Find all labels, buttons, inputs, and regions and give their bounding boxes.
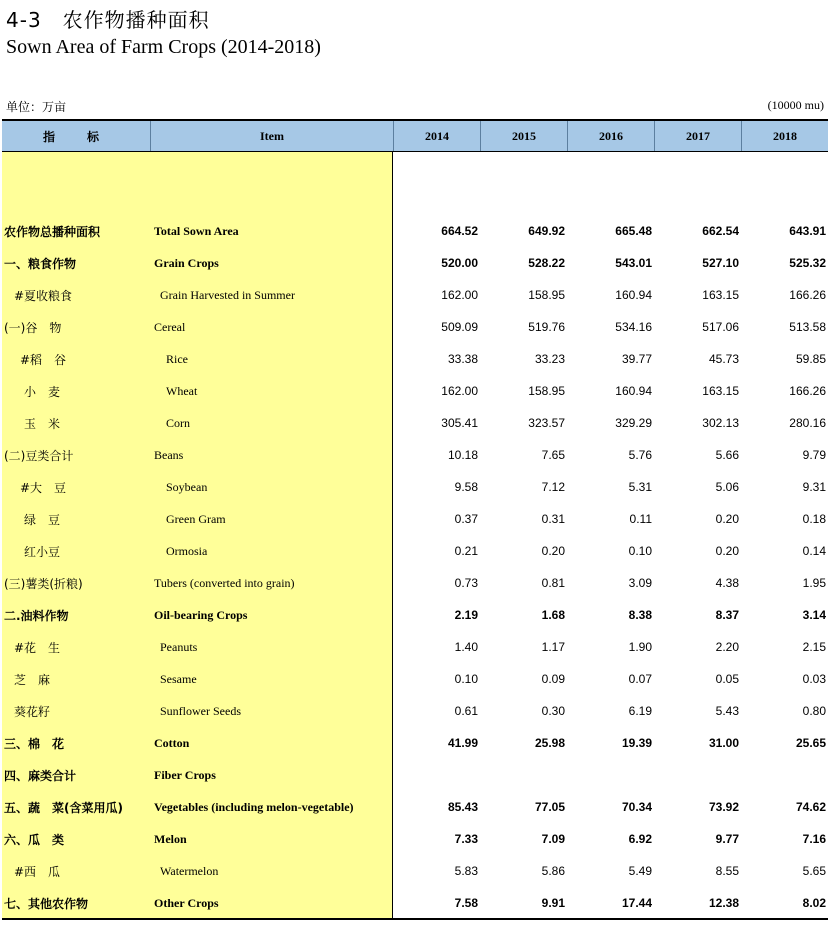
row-label-english: Vegetables (including melon-vegetable) — [154, 799, 354, 814]
row-label-english: Peanuts — [160, 639, 198, 654]
row-label-chinese: #花 生 — [14, 640, 61, 655]
row-label-chinese: 一、粮食作物 — [4, 256, 77, 271]
row-label-english: Other Crops — [154, 895, 219, 910]
table-row — [2, 252, 828, 274]
row-label-chinese: (三)薯类(折粮) — [4, 576, 83, 591]
row-label-english: Grain Harvested in Summer — [160, 287, 295, 302]
cell-value: 7.16 — [802, 832, 826, 846]
cell-value: 649.92 — [528, 224, 565, 238]
cell-value: 9.91 — [541, 896, 565, 910]
row-label-chinese: 小 麦 — [24, 384, 61, 399]
cell-value: 5.86 — [541, 864, 565, 878]
row-label-english: Soybean — [166, 479, 208, 494]
cell-value: 17.44 — [621, 896, 652, 910]
cell-value: 7.33 — [454, 832, 478, 846]
cell-value: 665.48 — [615, 224, 652, 238]
row-label-english: Sunflower Seeds — [160, 703, 241, 718]
cell-value: 25.65 — [795, 736, 826, 750]
row-label-chinese: 二.油料作物 — [4, 608, 69, 623]
cell-value: 5.49 — [628, 864, 652, 878]
cell-value: 534.16 — [615, 320, 652, 334]
cell-value: 0.11 — [629, 512, 652, 526]
row-label-english: Melon — [154, 831, 187, 846]
cell-value: 74.62 — [795, 800, 826, 814]
page-title-chinese: 4-3 农作物播种面积 — [6, 8, 210, 32]
cell-value: 1.90 — [628, 640, 652, 654]
cell-value: 33.23 — [534, 352, 565, 366]
table-row — [2, 508, 828, 530]
cell-value: 329.29 — [615, 416, 652, 430]
row-label-english: Corn — [166, 415, 190, 430]
cell-value: 166.26 — [789, 288, 826, 302]
table-row — [2, 700, 828, 722]
unit-label-english: (10000 mu) — [767, 98, 824, 112]
table-row — [2, 796, 828, 818]
cell-value: 2.20 — [715, 640, 739, 654]
cell-value: 158.95 — [528, 288, 565, 302]
header-item: Item — [151, 121, 394, 151]
table-row — [2, 316, 828, 338]
table-row — [2, 764, 828, 786]
cell-value: 0.10 — [628, 544, 652, 558]
cell-value: 166.26 — [789, 384, 826, 398]
row-label-chinese: 四、麻类合计 — [4, 768, 77, 783]
cell-value: 543.01 — [615, 256, 652, 270]
cell-value: 25.98 — [534, 736, 565, 750]
cell-value: 0.61 — [454, 704, 478, 718]
row-label-english: Wheat — [166, 383, 198, 398]
table-row — [2, 220, 828, 242]
cell-value: 527.10 — [702, 256, 739, 270]
cell-value: 162.00 — [441, 288, 478, 302]
table-row — [2, 732, 828, 754]
table-row — [2, 604, 828, 626]
cell-value: 305.41 — [441, 416, 478, 430]
header-year: 2016 — [568, 121, 655, 151]
row-label-english: Green Gram — [166, 511, 226, 526]
cell-value: 9.77 — [715, 832, 739, 846]
cell-value: 59.85 — [795, 352, 826, 366]
table-row — [2, 860, 828, 882]
table-row — [2, 892, 828, 914]
cell-value: 0.05 — [715, 672, 739, 686]
table-row — [2, 572, 828, 594]
cell-value: 1.95 — [802, 576, 826, 590]
cell-value: 662.54 — [702, 224, 739, 238]
header-year: 2015 — [481, 121, 568, 151]
cell-value: 8.55 — [715, 864, 739, 878]
table-row — [2, 636, 828, 658]
cell-value: 1.68 — [541, 608, 565, 622]
cell-value: 0.31 — [541, 512, 565, 526]
row-label-english: Cotton — [154, 735, 190, 750]
cell-value: 0.80 — [802, 704, 826, 718]
header-year: 2018 — [773, 128, 797, 143]
cell-value: 2.15 — [802, 640, 826, 654]
cell-value: 0.18 — [802, 512, 826, 526]
cell-value: 0.03 — [802, 672, 826, 686]
cell-value: 513.58 — [789, 320, 826, 334]
table-row — [2, 668, 828, 690]
cell-value: 3.09 — [628, 576, 652, 590]
cell-value: 8.02 — [802, 896, 826, 910]
cell-value: 517.06 — [702, 320, 739, 334]
cell-value: 528.22 — [528, 256, 565, 270]
cell-value: 5.83 — [454, 864, 478, 878]
row-label-chinese: (一)谷 物 — [4, 320, 62, 335]
cell-value: 0.73 — [454, 576, 478, 590]
cell-value: 9.79 — [802, 448, 826, 462]
header-indicator: 指 标 — [2, 121, 151, 151]
row-label-english: Sesame — [160, 671, 197, 686]
row-label-chinese: 三、棉 花 — [4, 736, 65, 751]
row-label-chinese: 玉 米 — [24, 416, 61, 431]
row-label-chinese: 农作物总播种面积 — [4, 224, 101, 239]
cell-value: 5.31 — [628, 480, 652, 494]
row-label-chinese: #大 豆 — [20, 480, 67, 495]
cell-value: 664.52 — [441, 224, 478, 238]
cell-value: 4.38 — [715, 576, 739, 590]
page-title-english: Sown Area of Farm Crops (2014-2018) — [6, 36, 321, 58]
cell-value: 6.92 — [628, 832, 652, 846]
cell-value: 509.09 — [441, 320, 478, 334]
cell-value: 0.20 — [715, 544, 739, 558]
cell-value: 162.00 — [441, 384, 478, 398]
cell-value: 0.07 — [628, 672, 652, 686]
cell-value: 7.09 — [541, 832, 565, 846]
cell-value: 519.76 — [528, 320, 565, 334]
cell-value: 7.65 — [541, 448, 565, 462]
cell-value: 525.32 — [789, 256, 826, 270]
header-year: 2017 — [655, 121, 742, 151]
row-label-english: Rice — [166, 351, 188, 366]
cell-value: 19.39 — [621, 736, 652, 750]
cell-value: 0.20 — [715, 512, 739, 526]
cell-value: 7.12 — [541, 480, 565, 494]
cell-value: 9.31 — [802, 480, 826, 494]
row-label-english: Tubers (converted into grain) — [154, 575, 295, 590]
cell-value: 12.38 — [708, 896, 739, 910]
cell-value: 160.94 — [615, 384, 652, 398]
cell-value: 0.81 — [541, 576, 565, 590]
row-label-chinese: 葵花籽 — [14, 704, 51, 719]
header-year: 2014 — [394, 121, 481, 151]
cell-value: 7.58 — [454, 896, 478, 910]
row-label-english: Oil-bearing Crops — [154, 607, 248, 622]
cell-value: 39.77 — [621, 352, 652, 366]
cell-value: 158.95 — [528, 384, 565, 398]
crop-area-table — [2, 119, 828, 920]
cell-value: 31.00 — [708, 736, 739, 750]
row-label-chinese: 绿 豆 — [24, 512, 61, 527]
cell-value: 0.37 — [454, 512, 478, 526]
cell-value: 73.92 — [708, 800, 739, 814]
row-label-chinese: #夏收粮食 — [14, 288, 73, 303]
table-row — [2, 476, 828, 498]
table-row — [2, 412, 828, 434]
table-body — [2, 152, 828, 920]
cell-value: 323.57 — [528, 416, 565, 430]
cell-value: 6.19 — [628, 704, 652, 718]
cell-value: 520.00 — [441, 256, 478, 270]
cell-value: 8.37 — [715, 608, 739, 622]
cell-value: 163.15 — [702, 384, 739, 398]
row-label-english: Fiber Crops — [154, 767, 216, 782]
table-row — [2, 284, 828, 306]
row-label-chinese: 红小豆 — [24, 544, 61, 559]
cell-value: 5.76 — [628, 448, 652, 462]
cell-value: 8.38 — [628, 608, 652, 622]
row-label-chinese: #稻 谷 — [20, 352, 67, 367]
row-label-english: Grain Crops — [154, 255, 219, 270]
cell-value: 1.17 — [541, 640, 565, 654]
cell-value: 10.18 — [447, 448, 478, 462]
unit-label-chinese: 单位：万亩 — [6, 100, 67, 114]
table-row — [2, 540, 828, 562]
cell-value: 33.38 — [447, 352, 478, 366]
row-label-chinese: #西 瓜 — [14, 864, 61, 879]
row-label-chinese: 七、其他农作物 — [4, 896, 89, 911]
table-row — [2, 444, 828, 466]
cell-value: 45.73 — [708, 352, 739, 366]
cell-value: 5.66 — [715, 448, 739, 462]
cell-value: 0.14 — [802, 544, 826, 558]
row-label-chinese: 芝 麻 — [14, 672, 51, 687]
cell-value: 160.94 — [615, 288, 652, 302]
table-row — [2, 380, 828, 402]
cell-value: 0.10 — [454, 672, 478, 686]
cell-value: 0.21 — [454, 544, 478, 558]
cell-value: 3.14 — [802, 608, 826, 622]
cell-value: 280.16 — [789, 416, 826, 430]
row-label-english: Watermelon — [160, 863, 219, 878]
table-row — [2, 348, 828, 370]
row-label-english: Ormosia — [166, 543, 208, 558]
row-label-english: Cereal — [154, 319, 186, 334]
table-row — [2, 828, 828, 850]
cell-value: 5.06 — [715, 480, 739, 494]
cell-value: 1.40 — [454, 640, 478, 654]
cell-value: 85.43 — [447, 800, 478, 814]
cell-value: 5.43 — [715, 704, 739, 718]
cell-value: 41.99 — [447, 736, 478, 750]
cell-value: 643.91 — [789, 224, 826, 238]
row-label-chinese: 五、蔬 菜(含菜用瓜) — [4, 800, 123, 815]
cell-value: 0.30 — [541, 704, 565, 718]
cell-value: 9.58 — [454, 480, 478, 494]
row-label-english: Beans — [154, 447, 184, 462]
cell-value: 302.13 — [702, 416, 739, 430]
cell-value: 163.15 — [702, 288, 739, 302]
row-label-chinese: 六、瓜 类 — [4, 832, 65, 847]
cell-value: 0.20 — [541, 544, 565, 558]
cell-value: 77.05 — [534, 800, 565, 814]
cell-value: 2.19 — [454, 608, 478, 622]
row-label-english: Total Sown Area — [154, 223, 239, 238]
cell-value: 70.34 — [621, 800, 652, 814]
table-header — [2, 119, 828, 152]
row-label-chinese: (二)豆类合计 — [4, 448, 74, 463]
cell-value: 0.09 — [541, 672, 565, 686]
cell-value: 5.65 — [802, 864, 826, 878]
